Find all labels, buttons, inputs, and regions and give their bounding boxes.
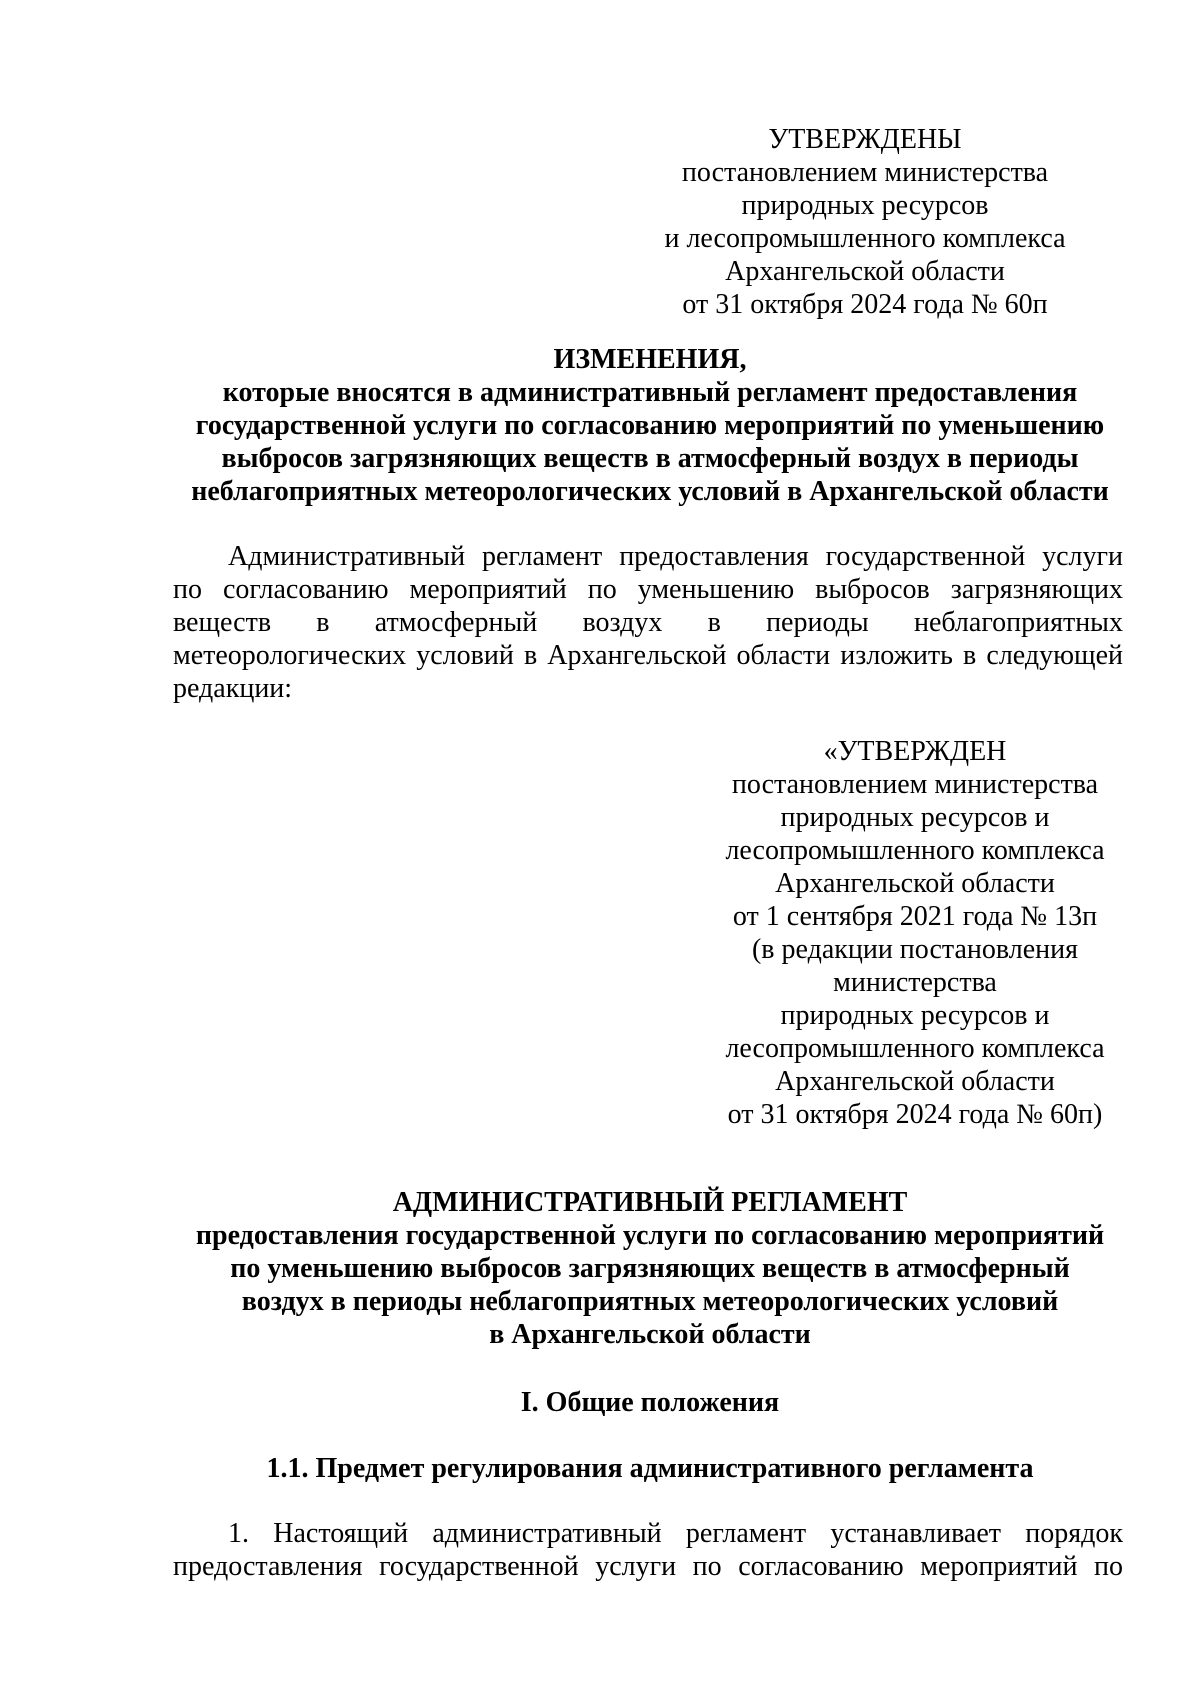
regulation-title <box>150 1186 1150 1351</box>
changes-title <box>150 343 1150 508</box>
intro-paragraph <box>173 540 1123 705</box>
approval-stamp-line: постановлением министерства <box>681 157 1049 188</box>
approval-stamp-line: природных ресурсов <box>741 190 989 221</box>
approval-stamp-line: и лесопромышленного комплекса <box>664 223 1066 254</box>
regulation-stamp-line: от 1 сентября 2021 года № 13п <box>732 901 1098 932</box>
intro-paragraph-line: по согласованию мероприятий по уменьшению выбросов загрязняющих <box>173 574 1123 605</box>
regulation-stamp-line: (в редакции постановления <box>751 934 1079 965</box>
changes-title-line: ИЗМЕНЕНИЯ, <box>553 344 747 375</box>
regulation-stamp-line: Архангельской области <box>775 868 1055 899</box>
approval-stamp-line: УТВЕРЖДЕНЫ <box>768 124 962 155</box>
approval-stamp-line: от 31 октября 2024 года № 60п <box>682 289 1048 320</box>
regulation-stamp-line: природных ресурсов и <box>780 1000 1050 1031</box>
point-paragraph <box>173 1517 1123 1583</box>
changes-title-line: неблагоприятных метеорологических условий в Архангельской области <box>191 476 1109 507</box>
regulation-stamp-line: природных ресурсов и <box>780 802 1050 833</box>
section-title-text: I. Общие положения <box>520 1387 780 1418</box>
regulation-stamp-line: Архангельской области <box>775 1066 1055 1097</box>
regulation-stamp-line: лесопромышленного комплекса <box>725 1033 1105 1064</box>
changes-title-line: выбросов загрязняющих веществ в атмосферный воздух в периоды <box>221 443 1079 474</box>
regulation-title-line: по уменьшению выбросов загрязняющих веществ в атмосферный <box>230 1253 1070 1284</box>
regulation-stamp-line: министерства <box>833 967 997 998</box>
subsection-title <box>150 1452 1150 1485</box>
intro-paragraph-line: веществ в атмосферный воздух в периоды неблагоприятных <box>173 607 1123 638</box>
regulation-title-line: воздух в периоды неблагоприятных метеорологических условий <box>241 1286 1059 1317</box>
regulation-stamp-line: от 31 октября 2024 года № 60п) <box>727 1099 1103 1130</box>
intro-paragraph-line: метеорологических условий в Архангельской области изложить в следующей <box>173 640 1123 671</box>
changes-title-line: которые вносятся в административный регламент предоставления <box>222 377 1078 408</box>
regulation-stamp-line: лесопромышленного комплекса <box>725 835 1105 866</box>
regulation-stamp-line: «УТВЕРЖДЕН <box>823 736 1007 767</box>
section-title <box>150 1386 1150 1419</box>
point-paragraph-line: 1. Настоящий административный регламент устанавливает порядок <box>228 1518 1123 1549</box>
subsection-title-text: 1.1. Предмет регулирования административного регламента <box>266 1453 1034 1484</box>
regulation-title-line: в Архангельской области <box>489 1319 811 1350</box>
changes-title-line: государственной услуги по согласованию мероприятий по уменьшению <box>195 410 1105 441</box>
intro-paragraph-line: Административный регламент предоставления государственной услуги <box>228 541 1123 572</box>
approval-stamp-line: Архангельской области <box>725 256 1005 287</box>
regulation-title-line: АДМИНИСТРАТИВНЫЙ РЕГЛАМЕНТ <box>392 1187 908 1218</box>
regulation-stamp-line: постановлением министерства <box>731 769 1099 800</box>
point-paragraph-line: предоставления государственной услуги по согласованию мероприятий по <box>173 1551 1123 1582</box>
intro-paragraph-line: редакции: <box>173 673 293 704</box>
regulation-title-line: предоставления государственной услуги по согласованию мероприятий <box>195 1220 1105 1251</box>
regulation-stamp <box>700 735 1130 1131</box>
approval-stamp <box>640 123 1090 321</box>
